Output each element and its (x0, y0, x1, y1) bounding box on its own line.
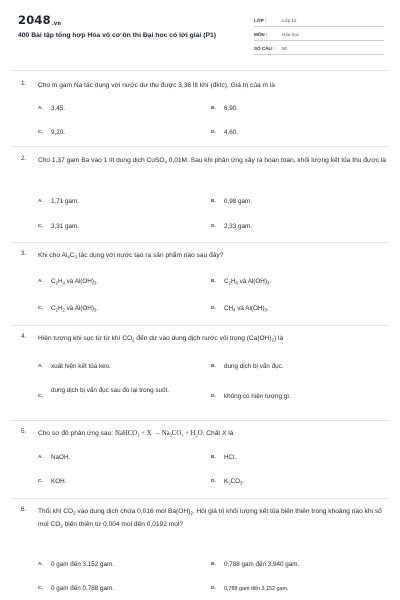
question-number: 2. (21, 155, 27, 162)
option-text: 9,20. (51, 129, 66, 136)
question-number: 4. (21, 333, 27, 340)
meta-subject-key: MÔN : (254, 32, 268, 37)
divider (12, 498, 388, 499)
option-letter: D. (211, 306, 216, 311)
option-letter: A. (38, 199, 43, 204)
option-letter: C. (38, 479, 43, 484)
option-text: KOH. (51, 478, 67, 485)
option-letter: B. (211, 279, 216, 284)
option-letter: C. (38, 306, 43, 311)
divider (12, 146, 388, 147)
option-text: 3,31 gam. (51, 223, 80, 230)
question-text: Cho sơ đồ phản ứng sau: NaHCO$_3$ + $X \to Na_2CO_3 + H_2O$. Chất X là (38, 430, 234, 438)
option-letter: B. (211, 199, 216, 204)
option-text: dung dịch bị vẩn đục sau đó lại trong suốt. (51, 387, 169, 394)
option-text: 0 gam đến 3,152 gam. (51, 561, 115, 568)
document-title: 400 Bài tập tổng hợp Hóa vô cơ ôn thi Đại học có lời giải (P1) (18, 32, 217, 39)
option-text: 0 gam đến 0,788 gam. (51, 585, 115, 592)
option-letter: D. (211, 394, 216, 399)
option-letter: D. (211, 586, 216, 591)
page-header (0, 0, 400, 64)
option-text: $CH_4$ và $Al(OH)_3$. (224, 305, 269, 313)
question-number: 5. (21, 428, 27, 435)
option-text: NaOH. (51, 454, 71, 461)
option-text: 0,788 gam đến 3,940 gam. (224, 561, 300, 568)
logo-suffix: .vn (51, 21, 62, 27)
option-letter: C. (38, 130, 43, 135)
divider (12, 325, 388, 326)
option-text: $C_2H_4$ và $Al(OH)_3$. (51, 278, 99, 286)
meta-count-key: SỐ CÂU : (254, 46, 275, 51)
question-text: Thổi khí $CO_2$ vào dung dịch chứa 0,016 mol $Ba(OH)_2$. Hỏi giá trị khối lượng kết tủa biến thiên trong khoảng nào khi số mol $CO_2$ biến thiên từ 0,004 mol đến 0,0192 mol? (38, 508, 382, 529)
option-letter: B. (211, 562, 216, 567)
option-letter: C. (38, 394, 43, 399)
option-text: $K_2CO_3$. (224, 478, 245, 486)
option-letter: C. (38, 586, 43, 591)
option-text: 0,98 gam. (224, 198, 253, 205)
divider (12, 70, 388, 71)
option-text: 6,90. (224, 105, 239, 112)
option-letter: B. (211, 106, 216, 111)
logo-text: 2048 (18, 13, 51, 27)
question-number: 6. (21, 506, 27, 513)
meta-class-key: LỚP : (254, 18, 267, 23)
question-text: Cho 1,37 gam Ba vào 1 lít dung dịch CuSO$_4$ 0,01M. Sau khi phản ứng xảy ra hoàn toàn, khối lượng kết tủa thu được là (38, 157, 386, 165)
option-letter: D. (211, 130, 216, 135)
option-letter: A. (38, 455, 43, 460)
meta-count-value: 50 (282, 46, 288, 51)
option-text: không có hiện tượng gì. (224, 393, 291, 400)
option-text: $C_2H_6$ và $Al(OH)_3$. (224, 278, 272, 286)
option-letter: B. (211, 364, 216, 369)
question-text: Khi cho $Al_4C_3$ tác dụng với nước tạo ra sản phẩm nào sau đây? (38, 252, 224, 260)
divider (12, 420, 388, 421)
meta-class-row (254, 15, 384, 27)
option-text: HCl. (224, 454, 237, 461)
option-text: 1,71 gam. (51, 198, 80, 205)
option-letter: A. (38, 106, 43, 111)
option-letter: A. (38, 279, 43, 284)
option-text: dung dịch bị vẩn đục. (224, 363, 284, 370)
option-letter: D. (211, 224, 216, 229)
option-text: $C_2H_2$ và $Al(OH)_3$. (51, 305, 99, 313)
site-logo[interactable] (18, 13, 61, 27)
meta-subject-value: Hóa học (282, 32, 300, 37)
option-letter: D. (211, 479, 216, 484)
option-text: xuất hiện kết tủa keo. (51, 363, 111, 370)
option-text: 2,33 gam. (224, 223, 253, 230)
question-text: Hiện tượng khi sục từ từ khí $CO_2$ đến dư vào dung dịch nước vôi trong $(Ca(OH)_2)$ là (38, 335, 284, 343)
option-text: 4,60. (224, 129, 239, 136)
meta-count-row (254, 43, 384, 55)
option-letter: A. (38, 364, 43, 369)
option-letter: C. (38, 224, 43, 229)
question-number: 1. (21, 80, 27, 87)
meta-subject-row (254, 29, 384, 41)
divider (12, 242, 388, 243)
meta-class-value: Lớp 12 (282, 18, 297, 23)
question-text: Cho m gam Na tác dụng với nước dư thu được 3,36 lít khí (đktc). Giá trị của m là (38, 82, 275, 89)
option-letter: B. (211, 455, 216, 460)
option-text: 0,788 gam đến 3,152 gam. (224, 586, 289, 592)
option-text: 3,45. (51, 105, 66, 112)
question-number: 3. (21, 250, 27, 257)
option-letter: A. (38, 562, 43, 567)
